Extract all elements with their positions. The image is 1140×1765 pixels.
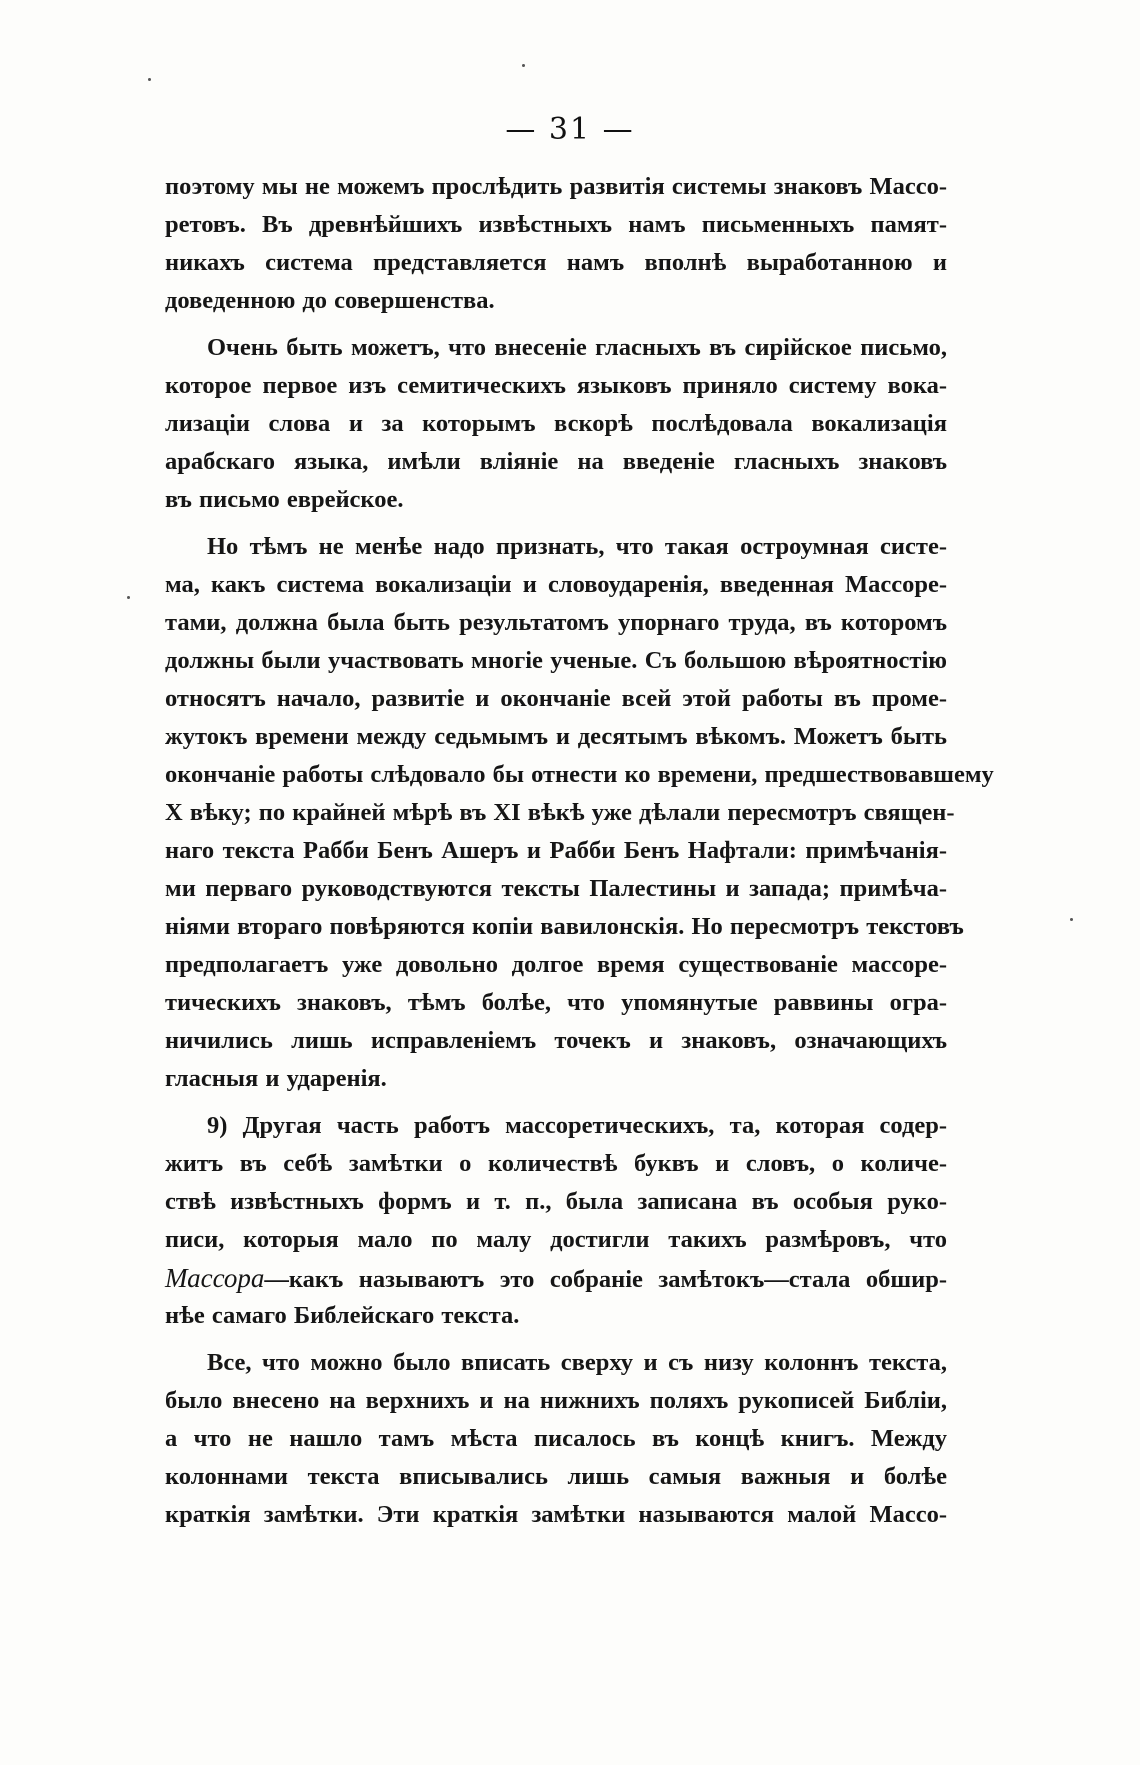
body-text [165, 168, 994, 1543]
text-line: было внесено на верхнихъ и на нижнихъ поляхъ рукописей Библіи, [165, 1387, 947, 1414]
text-line: ствѣ извѣстныхъ формъ и т. п., была записана въ особыя руко- [165, 1188, 947, 1215]
text-line: поэтому мы не можемъ прослѣдить развитія системы знаковъ Массо- [165, 173, 947, 200]
text-line: X вѣку; по крайней мѣрѣ въ XI вѣкѣ уже дѣлали пересмотръ священ- [165, 799, 955, 826]
text-line: предполагаетъ уже довольно долгое время существованіе массоре- [165, 951, 947, 978]
text-line: жутокъ времени между седьмымъ и десятымъ вѣкомъ. Можетъ быть [165, 723, 947, 750]
massora-line-rest: —какъ называютъ это собраніе замѣтокъ—стала обшир- [264, 1266, 947, 1293]
text-line: должны были участвовать многіе ученые. Съ большою вѣроятностію [165, 647, 947, 674]
text-line: ми перваго руководствуются тексты Палестины и запада; примѣча- [165, 875, 947, 902]
text-line: ніями втораго повѣряются копіи вавилонскія. Но пересмотръ текстовъ [165, 913, 964, 940]
paragraph-1 [165, 168, 947, 320]
paragraph-2 [165, 329, 947, 519]
text-line: доведенною до совершенства. [165, 287, 495, 314]
paragraph-4 [165, 1107, 947, 1335]
text-line: наго текста Рабби Бенъ Ашеръ и Рабби Бенъ Нафтали: примѣчанія- [165, 837, 947, 864]
text-line: ретовъ. Въ древнѣйшихъ извѣстныхъ намъ письменныхъ памят- [165, 211, 947, 238]
text-line: гласныя и ударенія. [165, 1065, 387, 1092]
text-line: Все, что можно было вписать сверху и съ низу колоннъ текста, [207, 1349, 947, 1376]
text-line: Очень быть можетъ, что внесеніе гласныхъ въ сирійское письмо, [207, 334, 947, 361]
text-line: окончаніе работы слѣдовало бы отнести ко времени, предшествовавшему [165, 761, 994, 788]
text-line: тами, должна была быть результатомъ упорнаго труда, въ которомъ [165, 609, 947, 636]
paragraph-3 [165, 528, 994, 1098]
text-line: писи, которыя мало по малу достигли такихъ размѣровъ, что [165, 1226, 947, 1253]
text-line: колоннами текста вписывались лишь самыя важныя и болѣе [165, 1463, 947, 1490]
massora-term: Массора [165, 1263, 265, 1293]
text-line: арабскаго языка, имѣли вліяніе на введеніе гласныхъ знаковъ [165, 448, 947, 475]
paper-speck [1070, 918, 1073, 921]
text-line: ма, какъ система вокализаціи и словоударенія, введенная Массоре- [165, 571, 947, 598]
paper-speck [127, 596, 130, 599]
text-line: тическихъ знаковъ, тѣмъ болѣе, что упомянутые раввины огра- [165, 989, 947, 1016]
paragraph-5 [165, 1344, 947, 1534]
paper-speck [522, 64, 525, 67]
text-line: Но тѣмъ не менѣе надо признать, что такая остроумная систе- [207, 533, 947, 560]
paper-speck [148, 78, 151, 81]
text-line: нѣе самаго Библейскаго текста. [165, 1302, 520, 1329]
text-line: житъ въ себѣ замѣтки о количествѣ буквъ и словъ, о количе- [165, 1150, 947, 1177]
text-line: краткія замѣтки. Эти краткія замѣтки называются малой Массо- [165, 1501, 947, 1528]
page-number: — 31 — [505, 112, 635, 147]
text-line: никахъ система представляется намъ вполнѣ выработанною и [165, 249, 947, 276]
text-line: лизаціи слова и за которымъ вскорѣ послѣдовала вокализація [165, 410, 947, 437]
text-line: а что не нашло тамъ мѣста писалось въ концѣ книгъ. Между [165, 1425, 947, 1452]
text-line: относятъ начало, развитіе и окончаніе всей этой работы въ проме- [165, 685, 947, 712]
text-line-massora [165, 1259, 947, 1297]
text-line: ничились лишь исправленіемъ точекъ и знаковъ, означающихъ [165, 1027, 947, 1054]
text-line: которое первое изъ семитическихъ языковъ приняло систему вока- [165, 372, 947, 399]
text-line: 9) Другая часть работъ массоретическихъ, та, которая содер- [207, 1112, 947, 1139]
text-line: въ письмо еврейское. [165, 486, 404, 513]
